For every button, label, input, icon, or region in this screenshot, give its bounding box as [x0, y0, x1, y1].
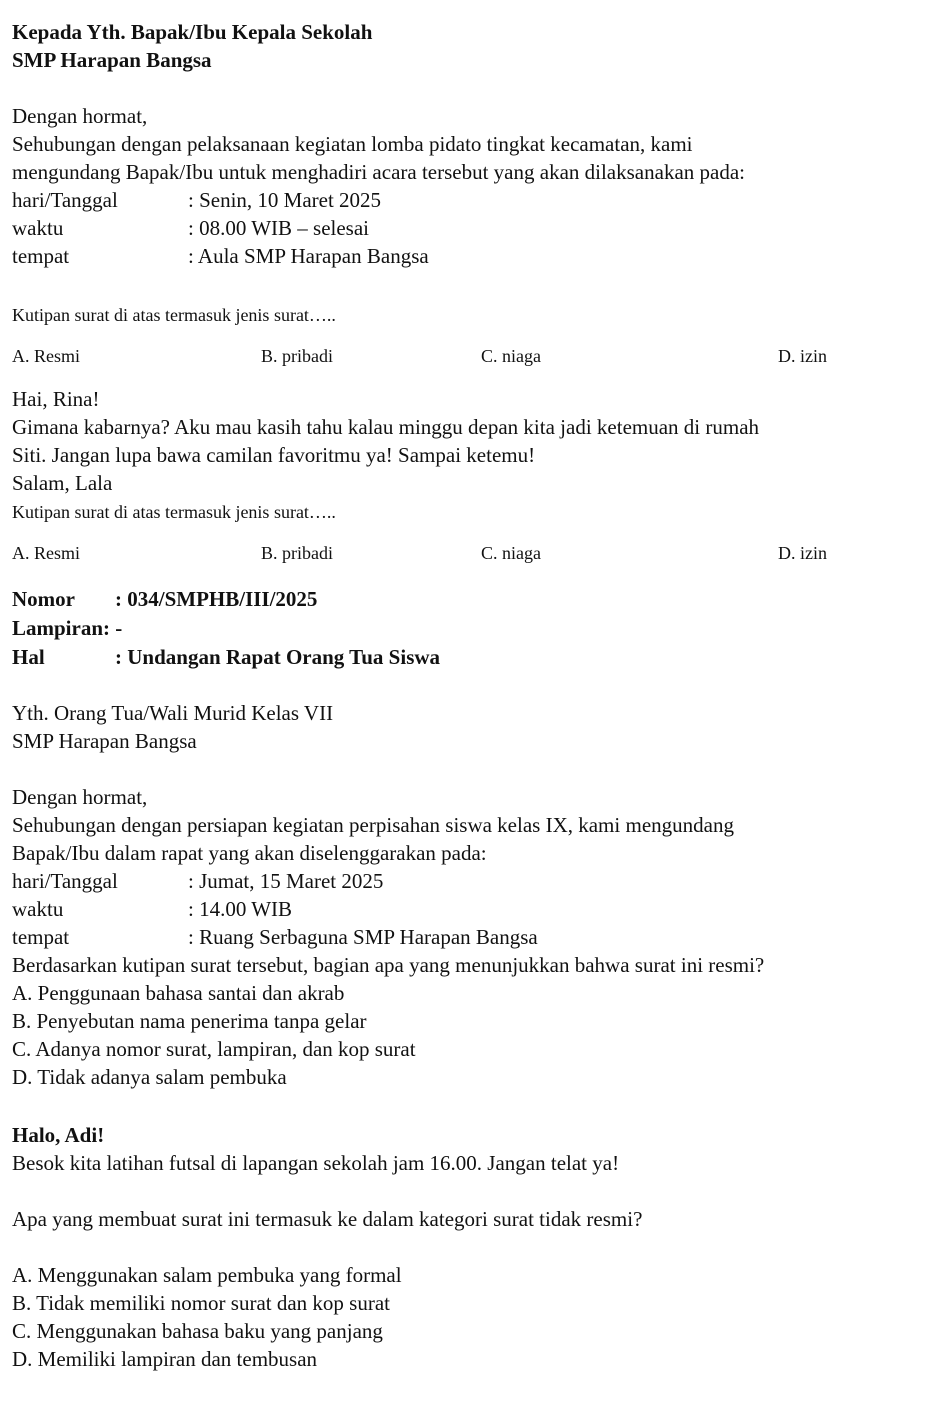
q2-question: Kutipan surat di atas termasuk jenis surat…..: [12, 502, 336, 522]
q1-addressee-line2: SMP Harapan Bangsa: [12, 48, 212, 72]
q2-line3: Siti. Jangan lupa bawa camilan favoritmu ya! Sampai ketemu!: [12, 443, 536, 467]
q3-option-b: B. Penyebutan nama penerima tanpa gelar: [12, 1009, 367, 1033]
q4-option-d: D. Memiliki lampiran dan tembusan: [12, 1347, 318, 1371]
q4-body: Besok kita latihan futsal di lapangan sekolah jam 16.00. Jangan telat ya!: [12, 1151, 620, 1175]
q4-question: Apa yang membuat surat ini termasuk ke dalam kategori surat tidak resmi?: [12, 1207, 643, 1231]
q3-header-value: : 034/SMPHB/III/2025: [115, 587, 318, 611]
q2-letter: [12, 385, 759, 497]
q1-option-b: B. pribadi: [261, 346, 333, 366]
q1-options: [12, 342, 912, 370]
q3-addressee-line2: SMP Harapan Bangsa: [12, 729, 197, 753]
q1-body-line2: mengundang Bapak/Ibu untuk menghadiri acara tersebut yang akan dilaksanakan pada:: [12, 160, 745, 184]
q3-option-d: D. Tidak adanya salam pembuka: [12, 1065, 287, 1089]
q3-detail-row: [12, 895, 764, 923]
q2-option-d: D. izin: [778, 543, 827, 563]
q1-detail-row: [12, 242, 745, 270]
q3-option-c: C. Adanya nomor surat, lampiran, dan kop surat: [12, 1037, 416, 1061]
q2-option-c: C. niaga: [481, 543, 541, 563]
q2-line2: Gimana kabarnya? Aku mau kasih tahu kalau minggu depan kita jadi ketemuan di rumah: [12, 415, 760, 439]
q3-header-value: : Undangan Rapat Orang Tua Siswa: [115, 645, 441, 669]
q3-detail-value: : 14.00 WIB: [188, 897, 293, 921]
q3-detail-row: [12, 867, 764, 895]
q3-body-line1: Sehubungan dengan persiapan kegiatan perpisahan siswa kelas IX, kami mengundang: [12, 813, 734, 837]
q3-detail-label: tempat: [12, 925, 70, 949]
q1-detail-label: waktu: [12, 216, 64, 240]
q1-detail-value: : Senin, 10 Maret 2025: [188, 188, 382, 212]
q1-option-a: A. Resmi: [12, 346, 81, 366]
q3-detail-label: hari/Tanggal: [12, 869, 118, 893]
q1-question: Kutipan surat di atas termasuk jenis surat…..: [12, 305, 336, 325]
q1-detail-label: tempat: [12, 244, 70, 268]
q1-detail-value: : 08.00 WIB – selesai: [188, 216, 370, 240]
q4-option-c: C. Menggunakan bahasa baku yang panjang: [12, 1319, 383, 1343]
q3-body-line2: Bapak/Ibu dalam rapat yang akan diselenggarakan pada:: [12, 841, 487, 865]
q1-detail-label: hari/Tanggal: [12, 188, 118, 212]
q1-addressee-line1: Kepada Yth. Bapak/Ibu Kepala Sekolah: [12, 20, 373, 44]
q4-option-b: B. Tidak memiliki nomor surat dan kop surat: [12, 1291, 390, 1315]
q3-header-label: Hal: [12, 645, 45, 669]
q3-option-a: A. Penggunaan bahasa santai dan akrab: [12, 981, 345, 1005]
q3-detail-label: waktu: [12, 897, 64, 921]
q4-option-a: A. Menggunakan salam pembuka yang formal: [12, 1263, 402, 1287]
q1-body-line1: Sehubungan dengan pelaksanaan kegiatan lomba pidato tingkat kecamatan, kami: [12, 132, 693, 156]
q2-line4: Salam, Lala: [12, 471, 113, 495]
q1-detail-value: : Aula SMP Harapan Bangsa: [188, 244, 429, 268]
q3-header-label: Nomor: [12, 587, 75, 611]
q2-option-b: B. pribadi: [261, 543, 333, 563]
q3-question: Berdasarkan kutipan surat tersebut, bagian apa yang menunjukkan bahwa surat ini resmi?: [12, 953, 765, 977]
q3-detail-value: : Ruang Serbaguna SMP Harapan Bangsa: [188, 925, 538, 949]
q3-greeting: Dengan hormat,: [12, 785, 148, 809]
q1-greeting: Dengan hormat,: [12, 104, 148, 128]
q3-header-label: Lampiran: -: [12, 616, 123, 640]
q4-greeting: Halo, Adi!: [12, 1123, 105, 1147]
q1-option-c: C. niaga: [481, 346, 541, 366]
q2-option-a: A. Resmi: [12, 543, 81, 563]
q1-detail-row: [12, 186, 745, 214]
q1-detail-row: [12, 214, 745, 242]
q3-addressee-line1: Yth. Orang Tua/Wali Murid Kelas VII: [12, 701, 334, 725]
q3-detail-row: [12, 923, 764, 951]
q2-options: [12, 539, 912, 567]
q1-letter: [12, 18, 745, 270]
q4-letter: [12, 1121, 642, 1373]
q3-detail-value: : Jumat, 15 Maret 2025: [188, 869, 384, 893]
q3-letter-body: [12, 699, 764, 1091]
q1-option-d: D. izin: [778, 346, 827, 366]
q2-line1: Hai, Rina!: [12, 387, 100, 411]
